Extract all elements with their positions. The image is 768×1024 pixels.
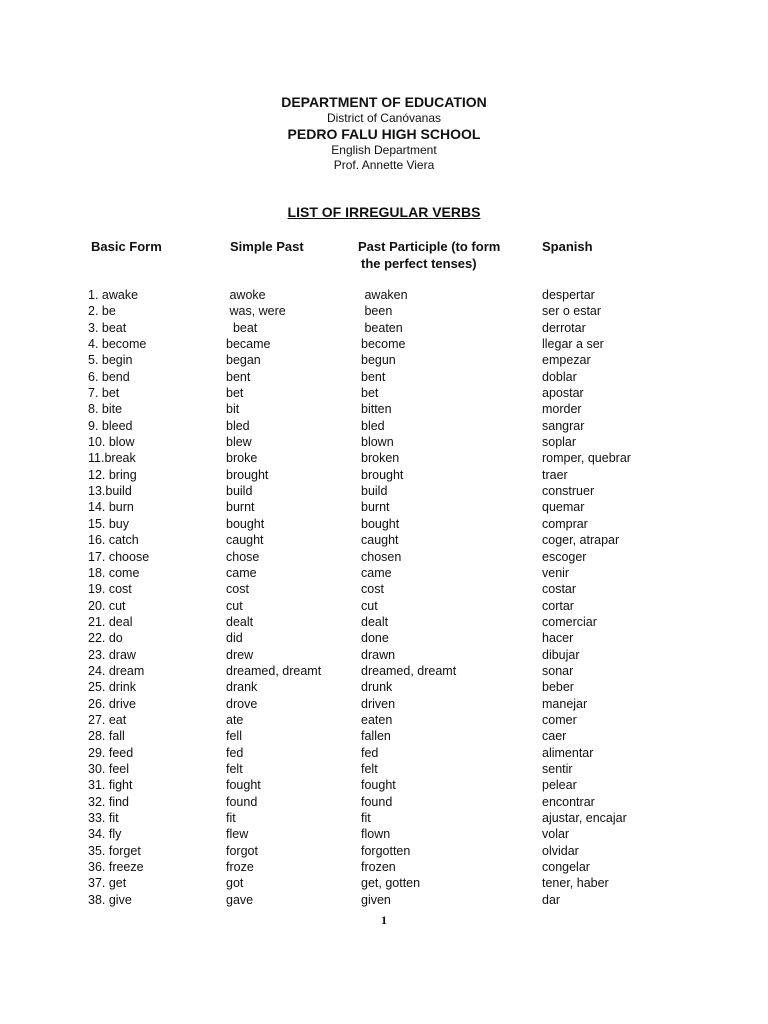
verb-spanish: caer	[542, 729, 567, 744]
verb-spanish: romper, quebrar	[542, 451, 631, 466]
verb-row	[0, 303, 768, 319]
verb-past-participle: bet	[361, 386, 379, 401]
verb-row	[0, 499, 768, 515]
verb-past-participle: forgotten	[361, 843, 411, 858]
verb-spanish: quemar	[542, 500, 585, 515]
verb-basic-form: 34. fly	[88, 827, 122, 842]
verb-simple-past: brought	[226, 467, 269, 482]
verb-simple-past: began	[226, 353, 261, 368]
verb-spanish: beber	[542, 680, 574, 695]
verb-simple-past: drank	[226, 680, 258, 695]
verb-past-participle: frozen	[361, 860, 396, 875]
verb-simple-past: drew	[226, 647, 254, 662]
verb-basic-form: 17. choose	[88, 549, 150, 564]
verb-row	[0, 287, 768, 303]
verb-simple-past: fought	[226, 778, 261, 793]
verb-basic-form: 30. feel	[88, 761, 130, 776]
verb-row	[0, 728, 768, 744]
verb-basic-form: 35. forget	[88, 843, 141, 858]
verb-spanish: pelear	[542, 778, 577, 793]
verb-past-participle: given	[361, 892, 391, 907]
verb-spanish: empezar	[542, 353, 591, 368]
verb-past-participle: burnt	[361, 500, 390, 515]
verb-basic-form: 33. fit	[88, 811, 119, 825]
verb-simple-past: bent	[226, 369, 251, 384]
verb-spanish: comerciar	[542, 614, 597, 629]
verb-spanish: construer	[542, 484, 595, 499]
verb-simple-past: was, were	[226, 304, 286, 319]
verb-spanish: traer	[542, 467, 568, 482]
verb-simple-past: fit	[226, 811, 236, 825]
verb-basic-form: 9. bleed	[88, 418, 133, 433]
verb-basic-form: 6. bend	[88, 369, 130, 384]
verb-row	[0, 565, 768, 581]
verb-simple-past: did	[226, 631, 243, 646]
verb-simple-past: burnt	[226, 500, 255, 515]
verb-basic-form: 22. do	[88, 631, 123, 646]
verb-simple-past: forgot	[226, 843, 258, 858]
verb-row	[0, 483, 768, 499]
verb-simple-past: blew	[226, 435, 252, 450]
verb-past-participle: beaten	[361, 320, 403, 335]
verb-spanish: alimentar	[542, 745, 594, 760]
verb-row	[0, 859, 768, 875]
verb-row	[0, 336, 768, 352]
verb-spanish: coger, atrapar	[542, 533, 620, 548]
verb-spanish: sonar	[542, 663, 574, 678]
verb-spanish: morder	[542, 402, 582, 417]
verb-simple-past: came	[226, 565, 257, 580]
verb-row	[0, 679, 768, 695]
document-title: LIST OF IRREGULAR VERBS	[287, 204, 481, 220]
verb-simple-past: dreamed, dreamt	[226, 663, 322, 678]
verb-past-participle: flown	[361, 827, 391, 842]
verb-basic-form: 15. buy	[88, 516, 130, 531]
verb-spanish: hacer	[542, 631, 574, 646]
verb-basic-form: 3. beat	[88, 320, 127, 335]
verb-basic-form: 4. become	[88, 337, 147, 352]
verb-past-participle: drunk	[361, 680, 393, 695]
verb-spanish: volar	[542, 827, 570, 842]
page-number: 1	[381, 913, 387, 927]
verb-basic-form: 37. get	[88, 876, 127, 891]
verb-row	[0, 532, 768, 548]
verb-basic-form: 5. begin	[88, 353, 133, 368]
verb-basic-form: 12. bring	[88, 467, 137, 482]
verb-simple-past: caught	[226, 533, 264, 548]
verb-past-participle: fought	[361, 778, 396, 793]
verb-simple-past: fell	[226, 729, 242, 744]
verb-spanish: tener, haber	[542, 876, 609, 891]
verb-simple-past: bet	[226, 386, 244, 401]
verb-basic-form: 26. drive	[88, 696, 136, 711]
verb-row	[0, 450, 768, 466]
verb-row	[0, 761, 768, 777]
verb-basic-form: 27. eat	[88, 712, 127, 727]
verb-past-participle: become	[361, 337, 406, 352]
verb-basic-form: 24. dream	[88, 663, 145, 678]
verb-basic-form: 20. cut	[88, 598, 126, 613]
verb-spanish: despertar	[542, 288, 595, 302]
verb-simple-past: build	[226, 484, 253, 499]
verb-list	[0, 287, 768, 908]
verb-basic-form: 28. fall	[88, 729, 125, 744]
verb-basic-form: 23. draw	[88, 647, 136, 662]
verb-row	[0, 614, 768, 630]
verb-simple-past: bought	[226, 516, 265, 531]
verb-simple-past: broke	[226, 451, 258, 466]
verb-past-participle: chosen	[361, 549, 402, 564]
verb-spanish: manejar	[542, 696, 588, 711]
verb-row	[0, 418, 768, 434]
verb-simple-past: flew	[226, 827, 249, 842]
verb-past-participle: fallen	[361, 729, 391, 744]
verb-past-participle: begun	[361, 353, 396, 368]
verb-spanish: dibujar	[542, 647, 580, 662]
verb-simple-past: found	[226, 794, 258, 809]
verb-simple-past: ate	[226, 712, 244, 727]
verb-past-participle: dealt	[361, 614, 389, 629]
verb-simple-past: fed	[226, 745, 244, 760]
verb-spanish: encontrar	[542, 794, 595, 809]
verb-past-participle: drawn	[361, 647, 396, 662]
verb-spanish: apostar	[542, 386, 584, 401]
verb-row	[0, 892, 768, 908]
verb-basic-form: 25. drink	[88, 680, 136, 695]
verb-basic-form: 16. catch	[88, 533, 139, 548]
verb-basic-form: 13.build	[88, 484, 132, 499]
verb-row	[0, 712, 768, 728]
column-header-past-participle	[358, 238, 528, 272]
verb-row	[0, 401, 768, 417]
verb-simple-past: drove	[226, 696, 258, 711]
verb-past-participle: build	[361, 484, 388, 499]
verb-basic-form: 1. awake	[88, 288, 139, 302]
verb-row	[0, 810, 768, 826]
verb-row	[0, 385, 768, 401]
verb-past-participle: fit	[361, 811, 371, 825]
verb-spanish: derrotar	[542, 320, 586, 335]
verb-past-participle: caught	[361, 533, 399, 548]
verb-basic-form: 11.break	[88, 451, 136, 466]
verb-simple-past: dealt	[226, 614, 254, 629]
verb-past-participle: awaken	[361, 288, 408, 302]
verb-basic-form: 31. fight	[88, 778, 133, 793]
verb-spanish: sentir	[542, 761, 573, 776]
verb-past-participle: cut	[361, 598, 378, 613]
district-line: District of Canóvanas	[326, 111, 442, 125]
verb-past-participle: bitten	[361, 402, 392, 417]
verb-row	[0, 467, 768, 483]
verb-simple-past: beat	[226, 320, 258, 335]
verb-past-participle: get, gotten	[361, 876, 421, 891]
verb-past-participle: dreamed, dreamt	[361, 663, 457, 678]
verb-spanish: ajustar, encajar	[542, 811, 627, 825]
verb-past-participle: fed	[361, 745, 379, 760]
verb-basic-form: 38. give	[88, 892, 132, 907]
verb-basic-form: 18. come	[88, 565, 140, 580]
verb-past-participle: been	[361, 304, 393, 319]
verb-basic-form: 7. bet	[88, 386, 120, 401]
verb-simple-past: chose	[226, 549, 260, 564]
column-header-basic-form: Basic Form	[91, 239, 162, 254]
verb-past-participle: blown	[361, 435, 394, 450]
verb-row	[0, 745, 768, 761]
verb-simple-past: bled	[226, 418, 250, 433]
verb-spanish: comprar	[542, 516, 588, 531]
english-department-line: English Department	[331, 143, 437, 157]
verb-simple-past: became	[226, 337, 271, 352]
column-header-past-participle-line2: the perfect tenses)	[361, 256, 477, 271]
column-header-past-participle-line1: Past Participle (to form	[358, 239, 501, 254]
verb-row	[0, 516, 768, 532]
verb-basic-form: 8. bite	[88, 402, 123, 417]
verb-spanish: doblar	[542, 369, 577, 384]
verb-basic-form: 29. feed	[88, 745, 134, 760]
verb-past-participle: found	[361, 794, 393, 809]
verb-simple-past: froze	[226, 860, 254, 875]
verb-simple-past: felt	[226, 761, 243, 776]
verb-basic-form: 36. freeze	[88, 860, 144, 875]
verb-past-participle: bled	[361, 418, 385, 433]
department-heading: DEPARTMENT OF EDUCATION	[281, 94, 487, 110]
verb-simple-past: gave	[226, 892, 254, 907]
verb-basic-form: 32. find	[88, 794, 130, 809]
verb-past-participle: cost	[361, 582, 384, 597]
school-name: PEDRO FALU HIGH SCHOOL	[287, 126, 481, 142]
verb-spanish: escoger	[542, 549, 587, 564]
column-header-spanish: Spanish	[542, 239, 593, 254]
verb-row	[0, 696, 768, 712]
verb-simple-past: got	[226, 876, 244, 891]
verb-past-participle: brought	[361, 467, 404, 482]
column-header-simple-past: Simple Past	[230, 239, 304, 254]
verb-basic-form: 19. cost	[88, 582, 132, 597]
verb-past-participle: bent	[361, 369, 386, 384]
verb-row	[0, 843, 768, 859]
verb-basic-form: 2. be	[88, 304, 116, 319]
verb-past-participle: done	[361, 631, 389, 646]
verb-row	[0, 434, 768, 450]
verb-past-participle: bought	[361, 516, 400, 531]
verb-row	[0, 777, 768, 793]
verb-row	[0, 320, 768, 336]
verb-basic-form: 21. deal	[88, 614, 133, 629]
verb-row	[0, 647, 768, 663]
professor-line: Prof. Annette Viera	[333, 158, 435, 172]
verb-past-participle: felt	[361, 761, 378, 776]
verb-spanish: llegar a ser	[542, 337, 604, 352]
verb-simple-past: bit	[226, 402, 240, 417]
verb-row	[0, 630, 768, 646]
verb-spanish: ser o estar	[542, 304, 602, 319]
verb-row	[0, 581, 768, 597]
verb-past-participle: driven	[361, 696, 396, 711]
verb-row	[0, 549, 768, 565]
verb-spanish: olvidar	[542, 843, 579, 858]
verb-basic-form: 10. blow	[88, 435, 135, 450]
verb-spanish: sangrar	[542, 418, 585, 433]
verb-row	[0, 794, 768, 810]
verb-row	[0, 352, 768, 368]
verb-row	[0, 369, 768, 385]
verb-spanish: venir	[542, 565, 570, 580]
verb-simple-past: cut	[226, 598, 243, 613]
verb-spanish: congelar	[542, 860, 590, 875]
verb-row	[0, 875, 768, 891]
verb-simple-past: cost	[226, 582, 249, 597]
verb-spanish: cortar	[542, 598, 574, 613]
verb-past-participle: broken	[361, 451, 400, 466]
verb-row	[0, 598, 768, 614]
verb-simple-past: awoke	[226, 288, 266, 302]
verb-past-participle: eaten	[361, 712, 393, 727]
verb-spanish: soplar	[542, 435, 577, 450]
verb-spanish: dar	[542, 892, 561, 907]
verb-row	[0, 826, 768, 842]
verb-past-participle: came	[361, 565, 392, 580]
verb-basic-form: 14. burn	[88, 500, 134, 515]
verb-row	[0, 663, 768, 679]
verb-spanish: comer	[542, 712, 577, 727]
verb-spanish: costar	[542, 582, 577, 597]
